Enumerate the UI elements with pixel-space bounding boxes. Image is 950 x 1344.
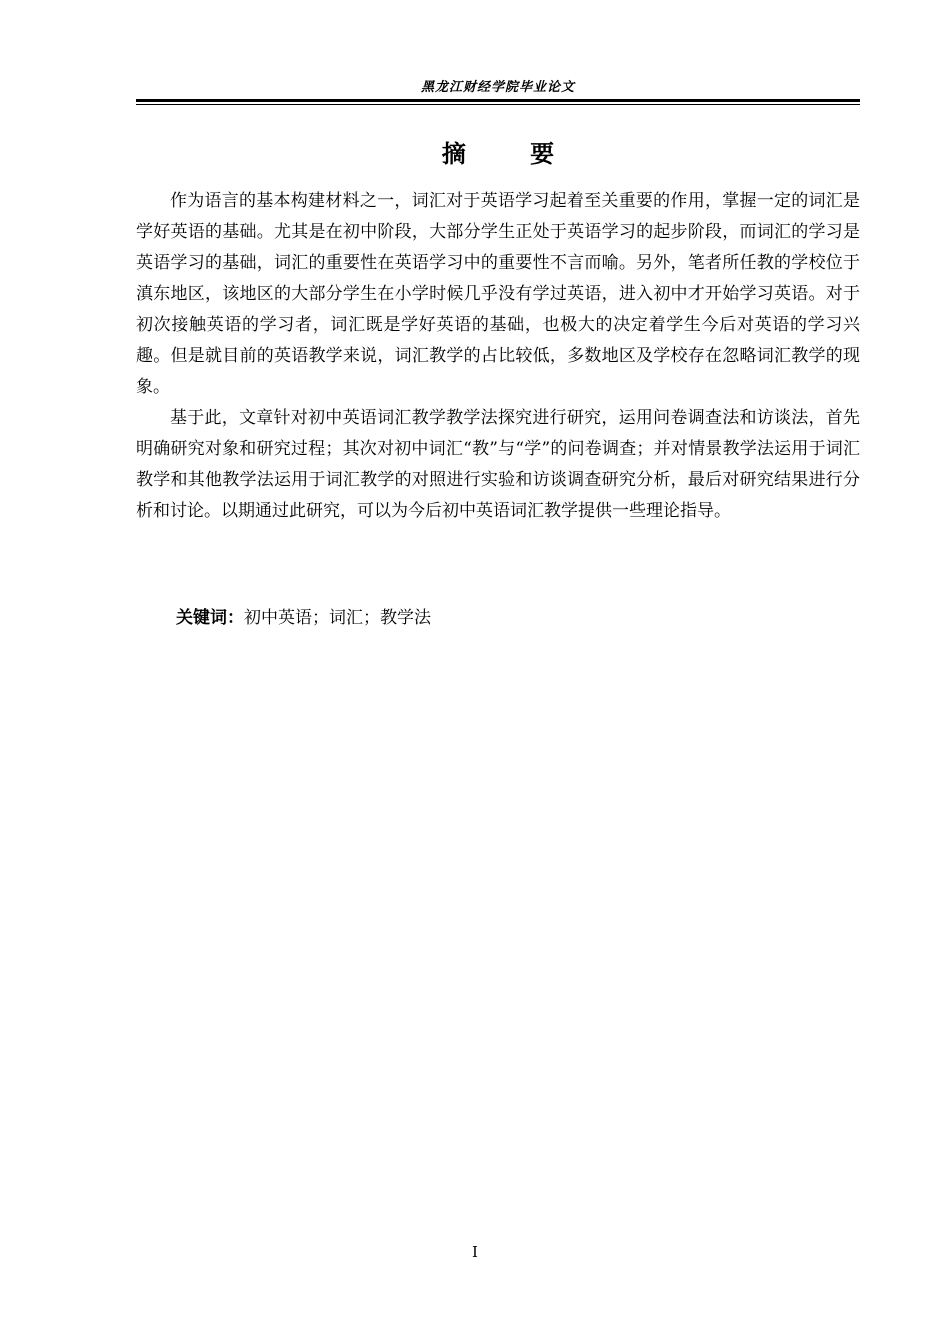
header-rule-thin — [136, 104, 860, 105]
abstract-body — [136, 186, 860, 527]
page-number: I — [472, 1243, 478, 1261]
abstract-paragraph-1: 作为语言的基本构建材料之一，词汇对于英语学习起着至关重要的作用，掌握一定的词汇是学好英语的基础。尤其是在初中阶段，大部分学生正处于英语学习的起步阶段，而词汇的学习是英语学习的基础，词汇的重要性在英语学习中的重要性不言而喻。另外，笔者所任教的学校位于滇东地区，该地区的大部分学生在小学时候几乎没有学过英语，进入初中才开始学习英语。对于初次接触英语的学习者，词汇既是学好英语的基础，也极大的决定着学生今后对英语的学习兴趣。但是就目前的英语教学来说，词汇教学的占比较低，多数地区及学校存在忽略词汇教学的现象。 — [136, 191, 860, 397]
running-header: 黑龙江财经学院毕业论文 — [420, 80, 575, 95]
keywords-label: 关键词： — [176, 608, 244, 628]
page-title: 摘 要 — [441, 139, 583, 168]
keywords-line — [176, 603, 431, 634]
header-rule-thick — [136, 99, 860, 102]
keywords-value: 初中英语；词汇；教学法 — [244, 608, 431, 628]
abstract-paragraph-2: 基于此，文章针对初中英语词汇教学教学法探究进行研究，运用问卷调查法和访谈法，首先明确研究对象和研究过程；其次对初中词汇“教”与“学”的问卷调查；并对情景教学法运用于词汇教学和其他教学法运用于词汇教学的对照进行实验和访谈调查研究分析，最后对研究结果进行分析和讨论。以期通过此研究，可以为今后初中英语词汇教学提供一些理论指导。 — [136, 408, 860, 521]
